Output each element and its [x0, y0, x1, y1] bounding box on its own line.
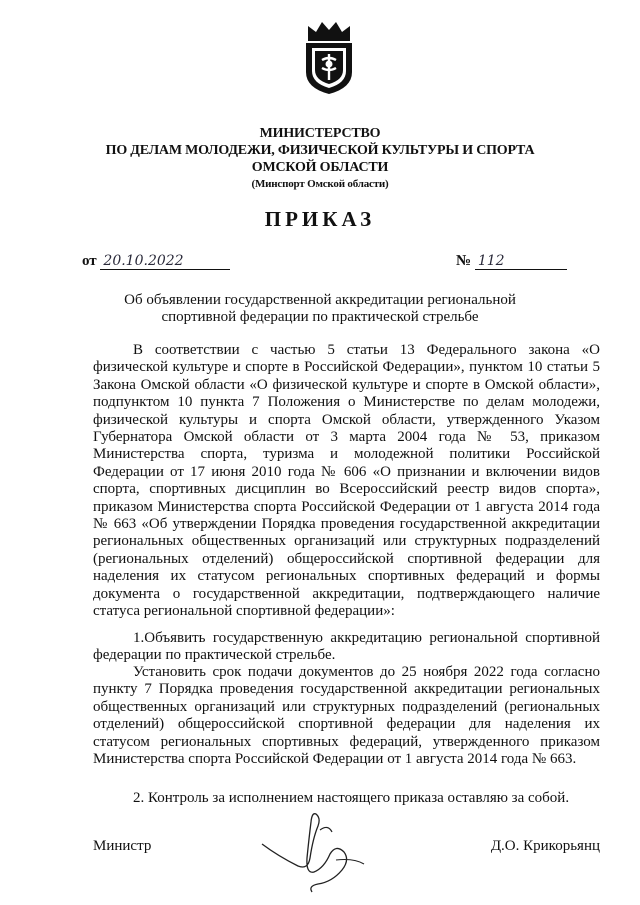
signatory-title: Министр: [93, 838, 152, 854]
document-type-title: ПРИКАЗ: [264, 207, 376, 231]
order-number: [456, 253, 567, 270]
signatory-name: Д.О. Крикорьянц: [490, 838, 600, 854]
ministry-title-line-2: ПО ДЕЛАМ МОЛОДЕЖИ, ФИЗИЧЕСКОЙ КУЛЬТУРЫ И СПОРТА: [105, 143, 535, 158]
ministry-title-line-1: МИНИСТЕРСТВО: [259, 126, 381, 141]
ministry-short-name: (Минспорт Омской области): [251, 178, 389, 190]
date-value: 20.10.2022: [100, 253, 230, 270]
preamble-paragraph: В соответствии с частью 5 статьи 13 Федерального закона «О физической культуре и спорте в Российской Федерации», пунктом 10 статьи 5 Закона Омской области «О физической культуре и спорте в Омской области», подпунктом 10 пункта 7 Положения о Министерстве по делам молодежи, физической культуры и спорта Омской области, утвержденного Указом Губернатора Омской области от 3 марта 2004 года № 53, приказом Министерства спорта, туризма и молодежной политики Российской Федерации от 17 июня 2010 года № 606 «О признании и включении видов спорта, спортивных дисциплин во Всероссийский реестр видов спорта», приказом Министерства спорта Российской Федерации от 1 августа 2014 года № 663 «Об утверждении Порядка проведения государственной аккредитации региональных общественных организаций или структурных подразделений (региональных отделений) общероссийской спортивной федерации для наделения их статусом региональных спортивных федераций и формы документа о государственной аккредитации, подтверждающего наличие статуса региональной спортивной федерации»:: [93, 342, 600, 620]
item-1-paragraph: 1.Объявить государственную аккредитацию региональной спортивной федерации по практической стрельбе.: [93, 630, 600, 664]
number-value: 112: [475, 253, 567, 270]
ministry-title-line-3: ОМСКОЙ ОБЛАСТИ: [251, 160, 389, 175]
number-prefix: №: [456, 253, 472, 269]
order-date: [82, 253, 230, 270]
item-2-paragraph: 2. Контроль за исполнением настоящего приказа оставляю за собой.: [133, 790, 570, 806]
omsk-oblast-coat-of-arms-icon: [298, 20, 360, 96]
date-prefix: от: [82, 253, 97, 269]
item-1-deadline-paragraph: Установить срок подачи документов до 25 ноября 2022 года согласно пункту 7 Порядка проведения государственной аккредитации региональных общественных организаций или структурных подразделений (региональных отделений) общероссийской спортивной федерации для наделения их статусом региональных спортивных федераций, утвержденного приказом Министерства спорта Российской Федерации от 1 августа 2014 года № 663.: [93, 664, 600, 768]
handwritten-signature-icon: [258, 808, 368, 896]
order-subject: Об объявлении государственной аккредитации региональной спортивной федерации по практической стрельбе: [124, 292, 516, 325]
